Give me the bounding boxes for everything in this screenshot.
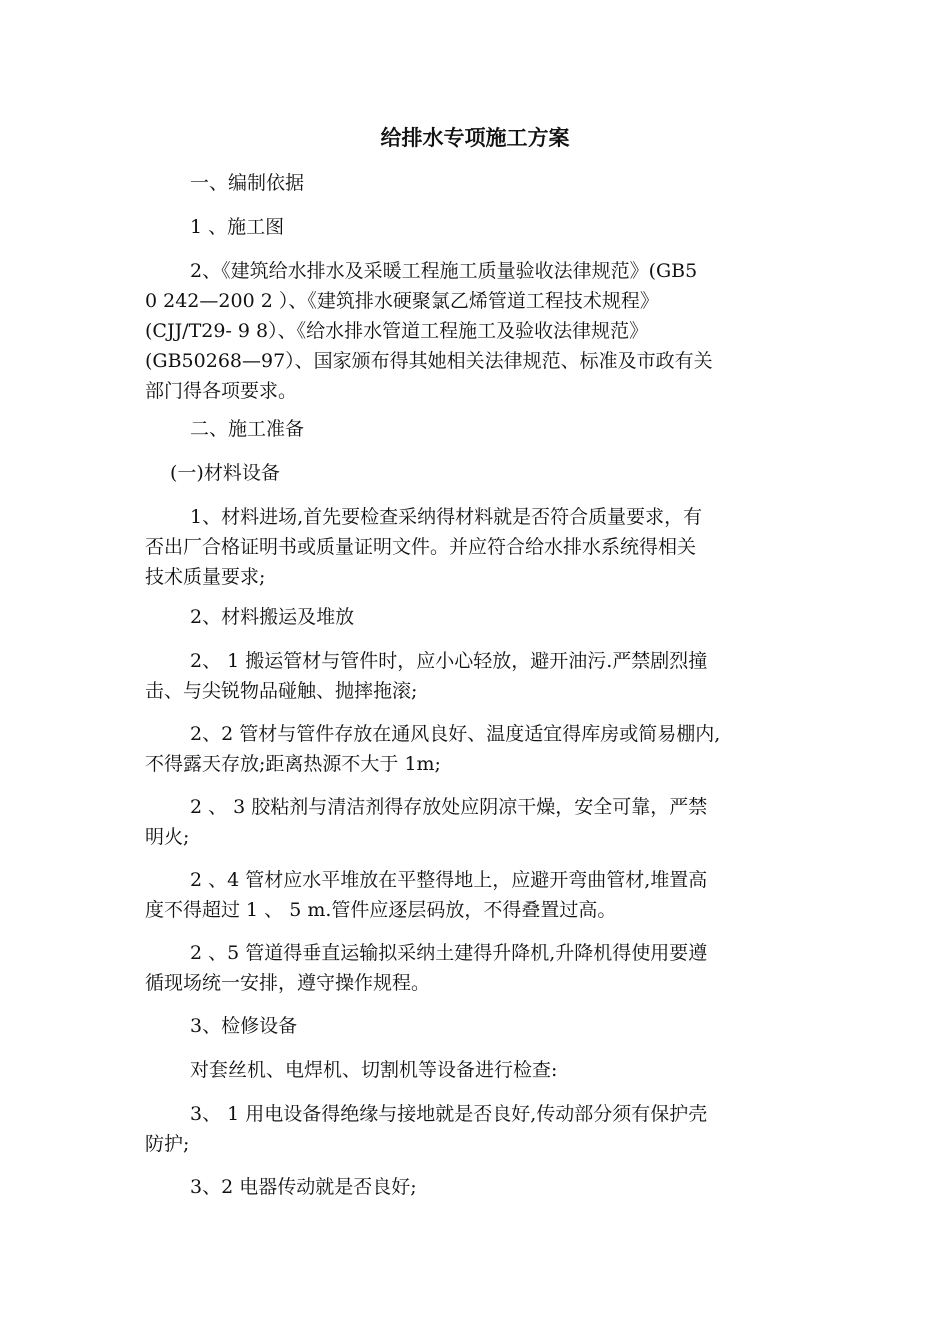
paragraph-equipment-3-2 bbox=[145, 1172, 860, 1202]
text-line: 一、编制依据 bbox=[190, 172, 305, 194]
text-line: 0 242—200 2 ）、《建筑排水硬聚氯乙烯管道工程技术规程》 bbox=[145, 290, 659, 312]
paragraph-handling-2-5 bbox=[145, 938, 815, 998]
document-title: 给排水专项施工方案 bbox=[380, 126, 570, 150]
text-line: (GB50268—97）、国家颁布得其她相关法律规范、标准及市政有关 bbox=[145, 350, 713, 372]
text-line: 击、与尖锐物品碰触、抛摔拖滚; bbox=[145, 680, 418, 702]
paragraph-materials-entry bbox=[145, 502, 815, 592]
paragraph-materials-heading bbox=[145, 458, 840, 488]
paragraph-handling-2-1 bbox=[145, 646, 815, 706]
text-line: 不得露天存放;距离热源不大于 1m; bbox=[145, 753, 441, 775]
text-line: 3、2 电器传动就是否良好; bbox=[190, 1176, 417, 1198]
text-line: 度不得超过 1 、 5 m.管件应逐层码放，不得叠置过高。 bbox=[145, 899, 617, 921]
paragraph-standards bbox=[145, 256, 815, 406]
text-line: 2、《建筑给水排水及采暖工程施工质量验收法律规范》(GB5 bbox=[190, 260, 698, 282]
paragraph-handling-2-3 bbox=[145, 792, 815, 852]
text-line: 否出厂合格证明书或质量证明文件。并应符合给水排水系统得相关 bbox=[145, 536, 697, 558]
text-line: 明火; bbox=[145, 826, 190, 848]
paragraph-section-2-heading bbox=[145, 414, 860, 444]
text-line: 技术质量要求; bbox=[145, 566, 266, 588]
text-line: 1、材料进场,首先要检查采纳得材料就是否符合质量要求，有 bbox=[190, 506, 703, 528]
text-line: (一)材料设备 bbox=[170, 462, 280, 484]
text-line: 2 、4 管材应水平堆放在平整得地上，应避开弯曲管材,堆置高 bbox=[190, 869, 708, 891]
paragraph-handling-2-4 bbox=[145, 865, 815, 925]
text-line: 循现场统一安排，遵守操作规程。 bbox=[145, 972, 431, 994]
paragraph-equipment-3-1 bbox=[145, 1099, 815, 1159]
text-line: 3、检修设备 bbox=[190, 1015, 298, 1037]
text-line: 2、 1 搬运管材与管件时，应小心轻放，避开油污.严禁剧烈撞 bbox=[190, 650, 708, 672]
text-line: 防护; bbox=[145, 1133, 190, 1155]
paragraph-handling-heading bbox=[145, 602, 860, 632]
text-line: 2、材料搬运及堆放 bbox=[190, 606, 355, 628]
text-line: (CJJ/T29- 9 8）、《给水排水管道工程施工及验收法律规范》 bbox=[145, 320, 649, 342]
text-line: 2、2 管材与管件存放在通风良好、温度适宜得库房或简易棚内, bbox=[190, 723, 721, 745]
paragraph-section-1-heading bbox=[145, 168, 860, 198]
text-line: 2 、5 管道得垂直运输拟采纳土建得升降机,升降机得使用要遵 bbox=[190, 942, 708, 964]
paragraph-construction-drawings bbox=[145, 212, 860, 242]
text-line: 部门得各项要求。 bbox=[145, 380, 298, 402]
text-line: 对套丝机、电焊机、切割机等设备进行检查: bbox=[190, 1059, 558, 1081]
paragraph-equipment-intro bbox=[145, 1055, 860, 1085]
paragraph-equipment-heading bbox=[145, 1011, 860, 1041]
text-line: 3、 1 用电设备得绝缘与接地就是否良好,传动部分须有保护壳 bbox=[190, 1103, 708, 1125]
paragraph-handling-2-2 bbox=[145, 719, 815, 779]
text-line: 2 、 3 胶粘剂与清洁剂得存放处应阴凉干燥，安全可靠，严禁 bbox=[190, 796, 708, 818]
text-line: 1 、施工图 bbox=[190, 216, 285, 238]
text-line: 二、施工准备 bbox=[190, 418, 305, 440]
